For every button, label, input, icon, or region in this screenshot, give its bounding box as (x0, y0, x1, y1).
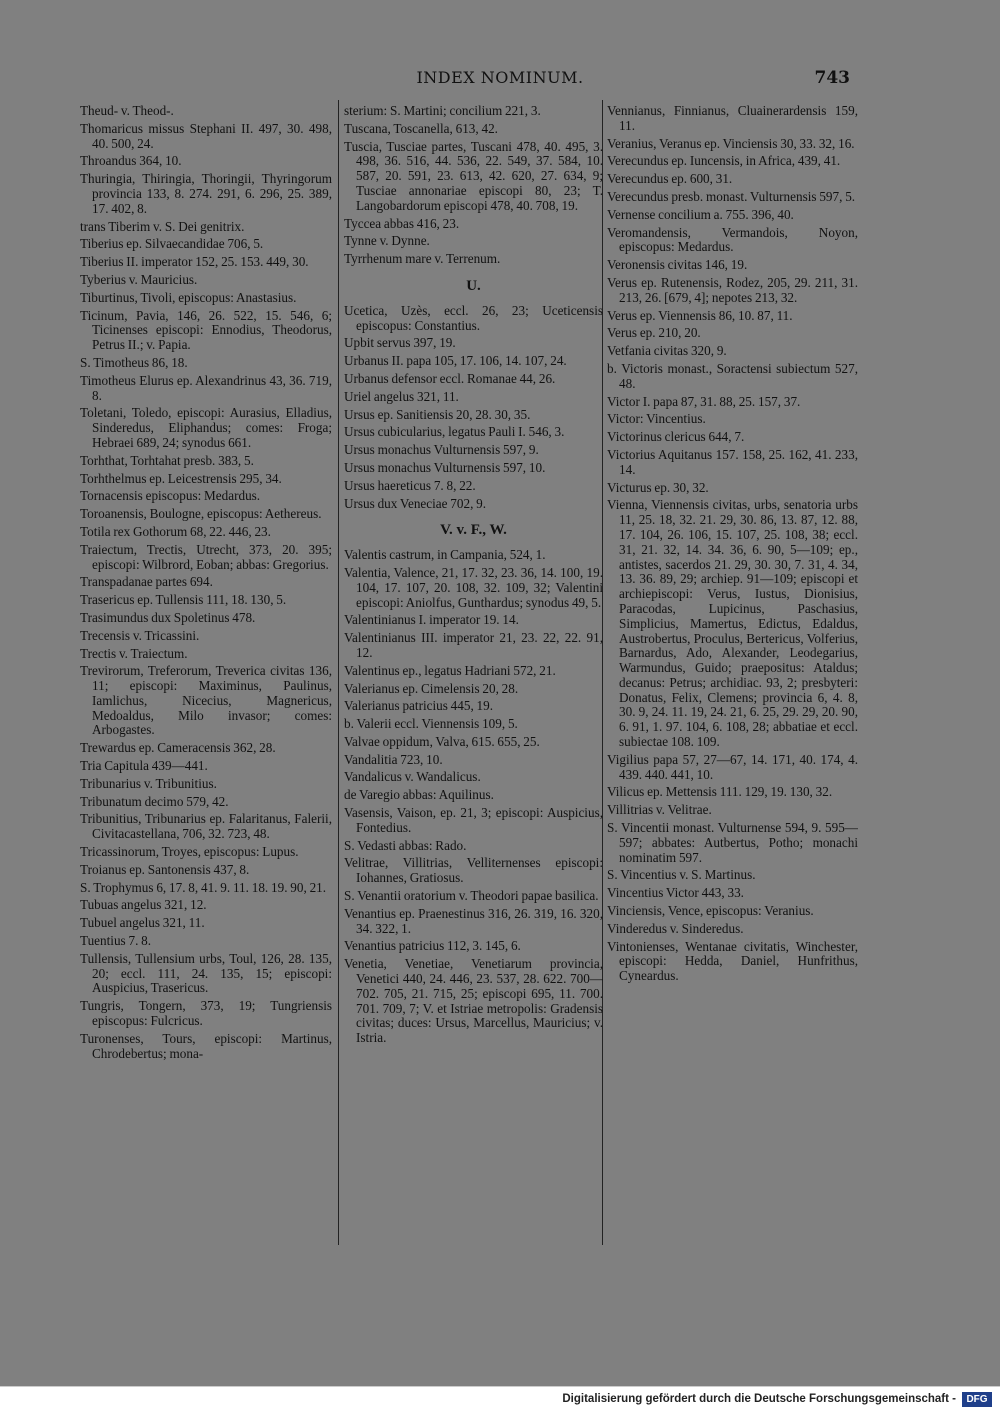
index-entry: Tynne v. Dynne. (344, 233, 430, 249)
index-entry: Trasimundus dux Spoletinus 478. (80, 609, 256, 625)
index-entry: Tuscana, Toscanella, 613, 42. (344, 120, 498, 136)
index-entry: Vigilius papa 57, 27—67, 14. 171, 40. 174, 4. 439. 440. 441, 10. (607, 751, 858, 782)
index-entry: Verecundus ep. 600, 31. (607, 171, 733, 187)
index-entry: Ursus monachus Vulturnensis 597, 10. (344, 459, 546, 475)
index-entry: Tribunitius, Tribunarius ep. Falaritanus, Falerii, Civitacastellana, 706, 32. 723, 48. (80, 811, 332, 842)
index-entry: Tullensis, Tullensium urbs, Toul, 126, 28. 135, 20; eccl. 111, 24. 135, 15; episcopi: Auspicius, Trasericus. (80, 950, 332, 996)
index-entry: Valerianus patricius 445, 19. (344, 698, 494, 714)
page-number: 743 (814, 68, 850, 88)
index-entry: S. Vincentii monast. Vulturnense 594, 9. 595—597; abbates: Autbertus, Potho; monachi nominatim 597. (607, 820, 858, 865)
index-entry: Timotheus Elurus ep. Alexandrinus 43, 36. 719, 8. (80, 372, 332, 403)
entry-group (344, 304, 603, 512)
index-entry: Tornacensis episcopus: Medardus. (80, 488, 261, 504)
index-entry: Tricassinorum, Troyes, episcopus: Lupus. (80, 844, 299, 860)
index-entry: Urbanus II. papa 105, 17. 106, 14. 107, 24. (344, 353, 567, 369)
section-heading-u: U. (466, 277, 481, 294)
index-entry: S. Vedasti abbas: Rado. (344, 837, 467, 853)
index-entry: Verecundus ep. Iuncensis, in Africa, 439, 41. (607, 153, 841, 169)
index-entry: Victor: Vincentius. (607, 411, 706, 427)
index-column-1 (80, 104, 332, 1254)
index-entry: Tiberius II. imperator 152, 25. 153. 449, 30. (80, 254, 309, 270)
page-title: INDEX NOMINUM. (416, 68, 584, 87)
index-entry: Theud- v. Theod-. (80, 104, 174, 118)
footer-bar (0, 1386, 1000, 1413)
index-entry: Veromandensis, Vermandois, Noyon, episcopus: Medardus. (607, 224, 858, 255)
index-entry: Vetfania civitas 320, 9. (607, 343, 727, 359)
index-entry: Vennianus, Finnianus, Cluainerardensis 159, 11. (607, 104, 858, 133)
index-entry: S. Venantii oratorium v. Theodori papae basilica. (344, 888, 599, 904)
index-entry: Vasensis, Vaison, ep. 21, 3; episcopi: Auspicius, Fontedius. (344, 805, 603, 835)
dfg-logo: DFG (962, 1392, 992, 1407)
index-entry: Tiburtinus, Tivoli, episcopus: Anastasius. (80, 289, 297, 305)
index-column-3 (607, 104, 858, 1254)
index-entry: Trevirorum, Treferorum, Treverica civitas 136, 11; episcopi: Maximinus, Paulinus, Iamlichus, Nicecius, Magnericus, Medoaldus, Milo invasor; comes: Arbogastes. (80, 663, 332, 738)
column-divider (338, 100, 339, 1245)
index-entry: Tribunarius v. Tribunitius. (80, 775, 217, 791)
index-entry: Ursus monachus Vulturnensis 597, 9. (344, 442, 539, 458)
index-entry: Veronensis civitas 146, 19. (607, 257, 748, 273)
index-entry: Toletani, Toledo, episcopi: Aurasius, Elladius, Sinderedus, Eliphandus; comes: Froga; Hebraei 689, 24; synodus 661. (80, 405, 332, 450)
index-entry: Valentinianus III. imperator 21, 23. 22, 22. 91, 12. (344, 630, 603, 660)
index-entry: Valentia, Valence, 21, 17. 32, 23. 36, 14. 100, 19. 104, 17. 107, 20. 108, 32. 109, 32; Valentini episcopi: Aniolfus, Gunthardus; synodus 49, 5. (344, 564, 603, 610)
index-entry: Victurus ep. 30, 32. (607, 479, 709, 495)
index-entry: sterium: S. Martini; concilium 221, 3. (344, 104, 541, 118)
index-entry: S. Trophymus 6, 17. 8, 41. 9. 11. 18. 19. 90, 21. (80, 879, 327, 895)
index-entry: Tungris, Tongern, 373, 19; Tungriensis episcopus: Fulcricus. (80, 998, 332, 1029)
index-entry: Vinderedus v. Sinderedus. (607, 920, 744, 936)
index-entry: Ursus dux Veneciae 702, 9. (344, 495, 487, 511)
index-entry: Trecensis v. Tricassini. (80, 627, 200, 643)
index-entry: Victor I. papa 87, 31. 88, 25. 157, 37. (607, 393, 801, 409)
index-entry: Tribunatum decimo 579, 42. (80, 793, 229, 809)
index-entry: Tyrrhenum mare v. Terrenum. (344, 251, 501, 267)
index-entry: Upbit servus 397, 19. (344, 335, 456, 351)
index-entry: Vandalicus v. Wandalicus. (344, 769, 481, 785)
index-entry: Uriel angelus 321, 11. (344, 388, 459, 404)
index-entry: Torhthelmus ep. Leicestrensis 295, 34. (80, 470, 282, 486)
index-entry: Venantius patricius 112, 3. 145, 6. (344, 938, 521, 954)
index-entry: Vinciensis, Vence, episcopus: Veranius. (607, 903, 814, 919)
index-entry: Verus ep. Rutenensis, Rodez, 205, 29. 211, 31. 213, 26. [679, 4]; nepotes 213, 32. (607, 274, 858, 305)
index-entry: Tyccea abbas 416, 23. (344, 215, 460, 231)
index-entry: Thomaricus missus Stephani II. 497, 30. 498, 40. 500, 24. (80, 120, 332, 151)
index-entry: Verus ep. 210, 20. (607, 325, 701, 341)
index-entry: Valentinus ep., legatus Hadriani 572, 21. (344, 662, 556, 678)
index-entry: trans Tiberim v. S. Dei genitrix. (80, 218, 245, 234)
index-entry: Troianus ep. Santonensis 437, 8. (80, 861, 250, 877)
entry-group (344, 548, 603, 1046)
index-entry: Tiberius ep. Silvaecandidae 706, 5. (80, 236, 264, 252)
footer-text: Digitalisierung gefördert durch die Deutsche Forschungsgemeinschaft - (562, 1393, 956, 1405)
index-entry: Trewardus ep. Cameracensis 362, 28. (80, 740, 276, 756)
index-entry: Trectis v. Traiectum. (80, 645, 188, 661)
entry-group (344, 104, 603, 267)
index-entry: Tuscia, Tusciae partes, Tuscani 478, 40. 495, 3. 498, 36. 516, 44. 536, 22. 549, 37. 584, 10. 587, 20. 591, 23. 613, 42. 620, 27. 634, 9; Tusciae annonariae episcopi 80, 23; T. Langobardorum episcopi 478, 40. 708, 19. (344, 138, 603, 213)
index-entry: Tyberius v. Mauricius. (80, 271, 198, 287)
index-entry: Tubuel angelus 321, 11. (80, 915, 205, 931)
index-entry: Tuentius 7. 8. (80, 933, 152, 949)
index-entry: Turonenses, Tours, episcopi: Martinus, Chrodebertus; mona- (80, 1030, 332, 1061)
index-entry: de Varegio abbas: Aquilinus. (344, 787, 494, 803)
index-entry: Vincentius Victor 443, 33. (607, 885, 744, 901)
index-entry: Transpadanae partes 694. (80, 574, 213, 590)
index-entry: Ursus ep. Sanitiensis 20, 28. 30, 35. (344, 406, 531, 422)
index-entry: Valentis castrum, in Campania, 524, 1. (344, 547, 546, 563)
index-entry: Victorinus clericus 644, 7. (607, 429, 745, 445)
index-entry: Tria Capitula 439—441. (80, 758, 208, 774)
index-entry: Valerianus ep. Cimelensis 20, 28. (344, 680, 519, 696)
index-entry: Villitrias v. Velitrae. (607, 802, 712, 818)
index-entry: Torhthat, Torhtahat presb. 383, 5. (80, 452, 254, 468)
page-header (0, 68, 1000, 92)
index-entry: S. Timotheus 86, 18. (80, 354, 188, 370)
index-entry: Traiectum, Trectis, Utrecht, 373, 20. 395; episcopi: Wilbrord, Eoban; abbas: Gregorius. (80, 541, 332, 572)
index-entry: Tubuas angelus 321, 12. (80, 897, 207, 913)
index-entry: Vandalitia 723, 10. (344, 751, 443, 767)
index-entry: Ucetica, Uzès, eccl. 26, 23; Uceticensis episcopus: Constantius. (344, 302, 603, 333)
index-entry: Urbanus defensor eccl. Romanae 44, 26. (344, 370, 556, 386)
index-column-2 (344, 104, 603, 1254)
index-entry: Toroanensis, Boulogne, episcopus: Aethereus. (80, 506, 322, 522)
index-entry: Victorius Aquitanus 157. 158, 25. 162, 41. 233, 14. (607, 446, 858, 477)
section-heading-v: V. v. F., W. (440, 522, 507, 539)
index-entry: b. Victoris monast., Soractensi subiectum 527, 48. (607, 360, 858, 391)
index-entry: Velitrae, Villitrias, Velliternenses episcopi: Iohannes, Gratiosus. (344, 855, 603, 886)
index-entry: Vintonienses, Wentanae civitatis, Winchester, episcopi: Hedda, Daniel, Hunfrithus, Cyneardus. (607, 938, 858, 984)
index-entry: Veranius, Veranus ep. Vinciensis 30, 33. 32, 16. (607, 135, 855, 151)
index-entry: Vernense concilium a. 755. 396, 40. (607, 206, 794, 222)
index-entry: Throandus 364, 10. (80, 153, 182, 169)
index-entry: Vilicus ep. Mettensis 111. 129, 19. 130, 32. (607, 784, 833, 800)
index-entry: Trasericus ep. Tullensis 111, 18. 130, 5. (80, 592, 287, 608)
index-entry: Verus ep. Viennensis 86, 10. 87, 11. (607, 307, 793, 323)
index-entry: Ticinum, Pavia, 146, 26. 522, 15. 546, 6; Ticinenses episcopi: Ennodius, Theodorus, Petrus II.; v. Papia. (80, 307, 332, 353)
index-entry: Thuringia, Thiringia, Thoringii, Thyringorum provincia 133, 8. 274. 291, 6. 296, 25. 389, 17. 402, 8. (80, 171, 332, 216)
index-entry: Totila rex Gothorum 68, 22. 446, 23. (80, 523, 271, 539)
index-entry: Valentinianus I. imperator 19. 14. (344, 612, 519, 628)
index-entry: S. Vincentius v. S. Martinus. (607, 867, 756, 883)
index-entry: Valvae oppidum, Valva, 615. 655, 25. (344, 733, 540, 749)
index-entry: b. Valerii eccl. Viennensis 109, 5. (344, 716, 518, 732)
index-entry: Venantius ep. Praenestinus 316, 26. 319, 16. 320, 34. 322, 1. (344, 905, 603, 936)
index-entry: Verecundus presb. monast. Vulturnensis 597, 5. (607, 188, 856, 204)
index-entry: Ursus cubicularius, legatus Pauli I. 546, 3. (344, 424, 565, 440)
index-entry: Vienna, Viennensis civitas, urbs, senatoria urbs 11, 25. 18, 32. 21. 29, 30. 86, 13. 87, 12. 88, 17. 104, 26. 106, 15. 107, 25. 108, 38; eccl. 31, 21. 32, 14. 34. 36, 6. 90, 5—109; ep., antistes, sacerdos 21. 29, 30. 30, 7. 31, 4. 34, 13. 36. 89, 29; archiep. 91—109; episcopi et archiepiscopi: Verus, Iustus, Dionisius, Paracodas, Lupicinus, Paschasius, Simplicius, Mamertus, Edictus, Edaldus, Austrobertus, Proculus, Bertericus, Volferius, Barnardus, Ado, Alexander, Leodegarius, Warmundus, Guido; praepositus: Ataldus; decanus: Petrus; archidiac. 93, 2; presbyteri: Donatus, Felix, Clemens; provincia 6, 4. 8, 30. 9, 24. 11. 19, 24. 21, 6. 25, 29. 29, 20. 90, 6. 91, 1. 97. 104, 6. 108, 28; abbatiae et eccl. subiectae 108. 109. (607, 497, 858, 750)
index-entry: Ursus haereticus 7. 8, 22. (344, 477, 476, 493)
index-entry: Venetia, Venetiae, Venetiarum provincia, Venetici 440, 24. 446, 23. 537, 28. 622. 700—702. 705, 21. 715, 25; episcopi 695, 11. 700. 701. 709, 7; V. et Istriae metropolis: Gradensis civitas; duces: Ursus, Marcellus, Mauricius; v. Istria. (344, 956, 603, 1046)
